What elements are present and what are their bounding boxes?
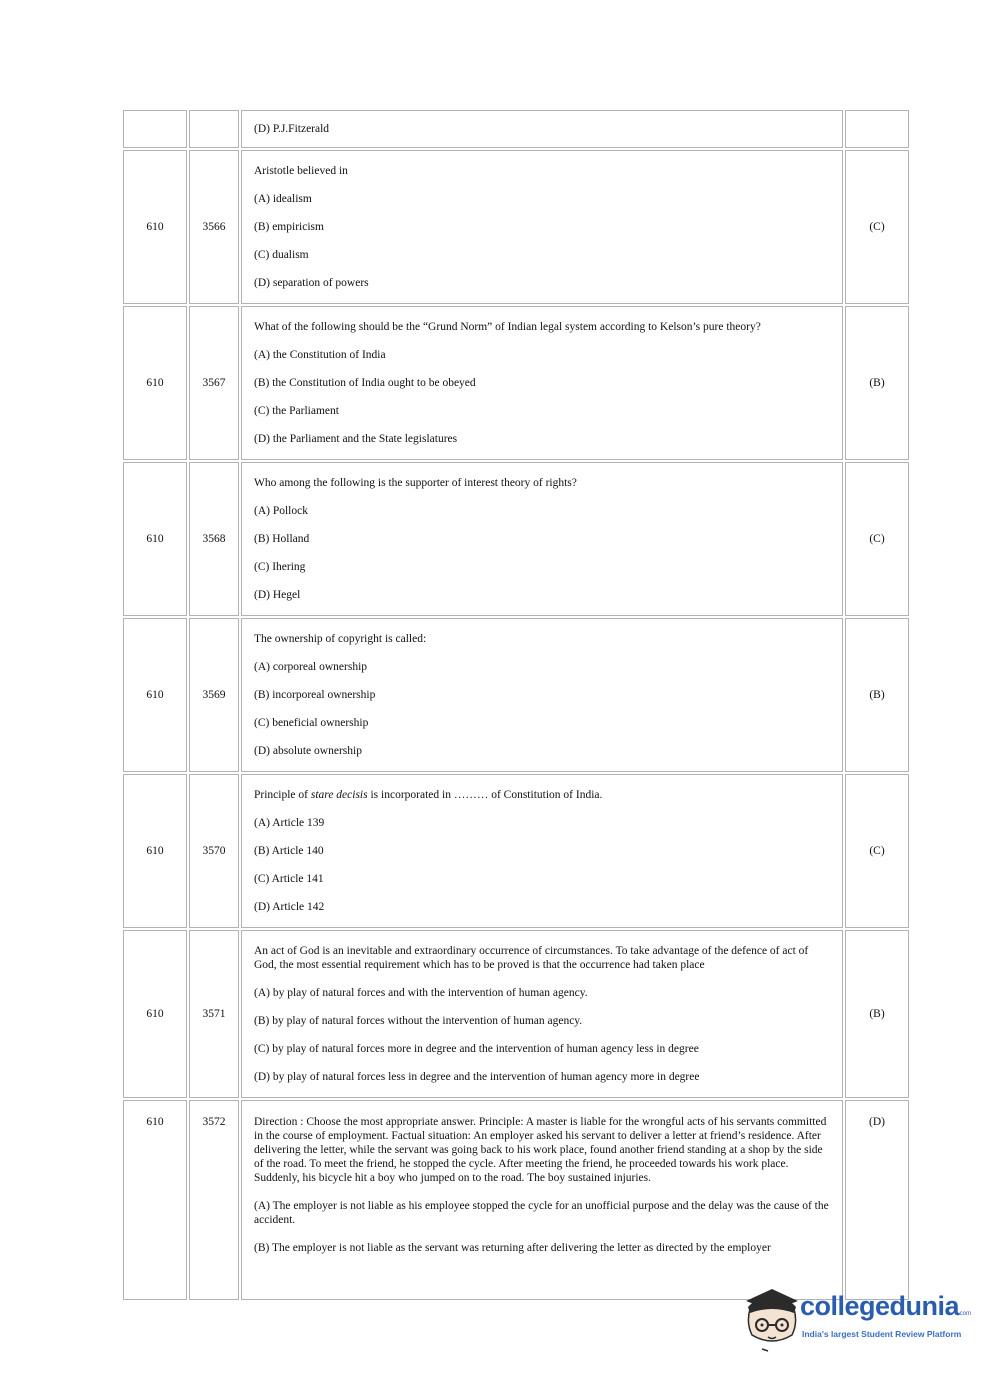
question-number-cell: 3571 xyxy=(189,930,239,1098)
answer-cell: (B) xyxy=(845,306,909,460)
question-number-cell: 3566 xyxy=(189,150,239,304)
question-text-end: is incorporated in ……… of Constitution of India. xyxy=(367,789,603,801)
logo-domain-suffix: .com xyxy=(958,1311,972,1317)
question-cell xyxy=(241,110,843,148)
answer-cell: (B) xyxy=(845,930,909,1098)
answer-cell: (C) xyxy=(845,150,909,304)
question-number-cell: 3569 xyxy=(189,618,239,772)
question-text: Who among the following is the supporter of interest theory of rights? xyxy=(254,477,577,489)
subject-code-cell: 610 xyxy=(123,462,187,616)
table-row xyxy=(123,618,909,772)
option-b: (B) by play of natural forces without the intervention of human agency. xyxy=(254,1015,583,1027)
option-c: (C) Article 141 xyxy=(254,873,324,885)
question-text: An act of God is an inevitable and extraordinary occurrence of circumstances. To take advantage of the defence of act of God, the most essential requirement which has to be proved is that the occurrence had taken place xyxy=(254,945,809,971)
option-a: (A) Pollock xyxy=(254,505,308,517)
option-b: (B) The employer is not liable as the servant was returning after delivering the letter as directed by the employer xyxy=(254,1242,771,1254)
option-d: (D) absolute ownership xyxy=(254,745,362,757)
question-cell xyxy=(241,618,843,772)
logo-brand-text: collegedunia xyxy=(800,1291,960,1321)
answer-cell: (C) xyxy=(845,462,909,616)
answer-cell xyxy=(845,110,909,148)
question-text-start: Principle of xyxy=(254,789,311,801)
option-a: (A) by play of natural forces and with the intervention of human agency. xyxy=(254,987,588,999)
option-b: (B) empiricism xyxy=(254,221,324,233)
option-d: (D) separation of powers xyxy=(254,277,369,289)
option-d: (D) the Parliament and the State legislatures xyxy=(254,433,458,445)
option-a: (A) The employer is not liable as his employee stopped the cycle for an unofficial purpose and the delay was the cause of the accident. xyxy=(254,1200,829,1226)
question-cell xyxy=(241,930,843,1098)
table-row xyxy=(123,1100,909,1300)
question-cell xyxy=(241,306,843,460)
question-cell xyxy=(241,150,843,304)
table-row xyxy=(123,930,909,1098)
table-row xyxy=(123,150,909,304)
question-cell xyxy=(241,774,843,928)
table-row xyxy=(123,774,909,928)
option-b: (B) Article 140 xyxy=(254,845,324,857)
subject-code-cell: 610 xyxy=(123,150,187,304)
question-table xyxy=(121,108,911,1302)
collegedunia-logo[interactable] xyxy=(742,1283,972,1355)
option-c: (C) by play of natural forces more in degree and the intervention of human agency less in degree xyxy=(254,1043,699,1055)
logo-tagline: India's largest Student Review Platform xyxy=(802,1329,962,1339)
mascot-icon xyxy=(742,1283,802,1355)
option-a: (A) corporeal ownership xyxy=(254,661,368,673)
option-c: (C) the Parliament xyxy=(254,405,339,417)
subject-code-cell xyxy=(123,110,187,148)
subject-code-cell: 610 xyxy=(123,618,187,772)
question-text: What of the following should be the “Grund Norm” of Indian legal system according to Kelson’s pure theory? xyxy=(254,321,761,333)
option-a: (A) idealism xyxy=(254,193,312,205)
subject-code-cell: 610 xyxy=(123,306,187,460)
table-row xyxy=(123,462,909,616)
question-table-sheet xyxy=(123,110,885,1254)
option-d: (D) Hegel xyxy=(254,589,301,601)
question-number-cell: 3568 xyxy=(189,462,239,616)
option-text: (D) P.J.Fitzerald xyxy=(254,123,330,135)
question-number-cell: 3570 xyxy=(189,774,239,928)
option-a: (A) the Constitution of India xyxy=(254,349,386,361)
option-c: (C) beneficial ownership xyxy=(254,717,369,729)
option-d: (D) by play of natural forces less in degree and the intervention of human agency more in degree xyxy=(254,1071,700,1083)
option-a: (A) Article 139 xyxy=(254,817,325,829)
answer-cell: (B) xyxy=(845,618,909,772)
subject-code-cell: 610 xyxy=(123,774,187,928)
question-text-emphasis: stare decisis xyxy=(310,789,368,801)
question-text: The ownership of copyright is called: xyxy=(254,633,427,645)
table-row xyxy=(123,306,909,460)
table-row xyxy=(123,110,909,148)
option-b: (B) the Constitution of India ought to be obeyed xyxy=(254,377,476,389)
option-c: (C) Ihering xyxy=(254,561,306,573)
question-text: Direction : Choose the most appropriate answer. Principle: A master is liable for the wrongful acts of his servants committed in the course of employment. Factual situation: An employer asked his servant to deliver a letter at friend’s residence. After delivering the letter, while the servant was going back to his work place, found another friend standing at a shop by the side of the road. To meet the friend, he stopped the cycle. After meeting the friend, he proceeded towards his work place. Suddenly, his bicycle hit a boy who jumped on to the road. The boy sustained injuries. xyxy=(254,1116,827,1184)
answer-cell: (C) xyxy=(845,774,909,928)
question-text: Aristotle believed in xyxy=(254,165,348,177)
option-c: (C) dualism xyxy=(254,249,309,261)
question-text xyxy=(254,788,832,802)
question-cell xyxy=(241,462,843,616)
question-number-cell: 3567 xyxy=(189,306,239,460)
answer-cell: (D) xyxy=(845,1100,909,1300)
question-cell xyxy=(241,1100,843,1300)
question-number-cell xyxy=(189,110,239,148)
question-number-cell: 3572 xyxy=(189,1100,239,1300)
option-b: (B) Holland xyxy=(254,533,310,545)
option-b: (B) incorporeal ownership xyxy=(254,689,376,701)
subject-code-cell: 610 xyxy=(123,1100,187,1300)
subject-code-cell: 610 xyxy=(123,930,187,1098)
option-d: (D) Article 142 xyxy=(254,901,325,913)
